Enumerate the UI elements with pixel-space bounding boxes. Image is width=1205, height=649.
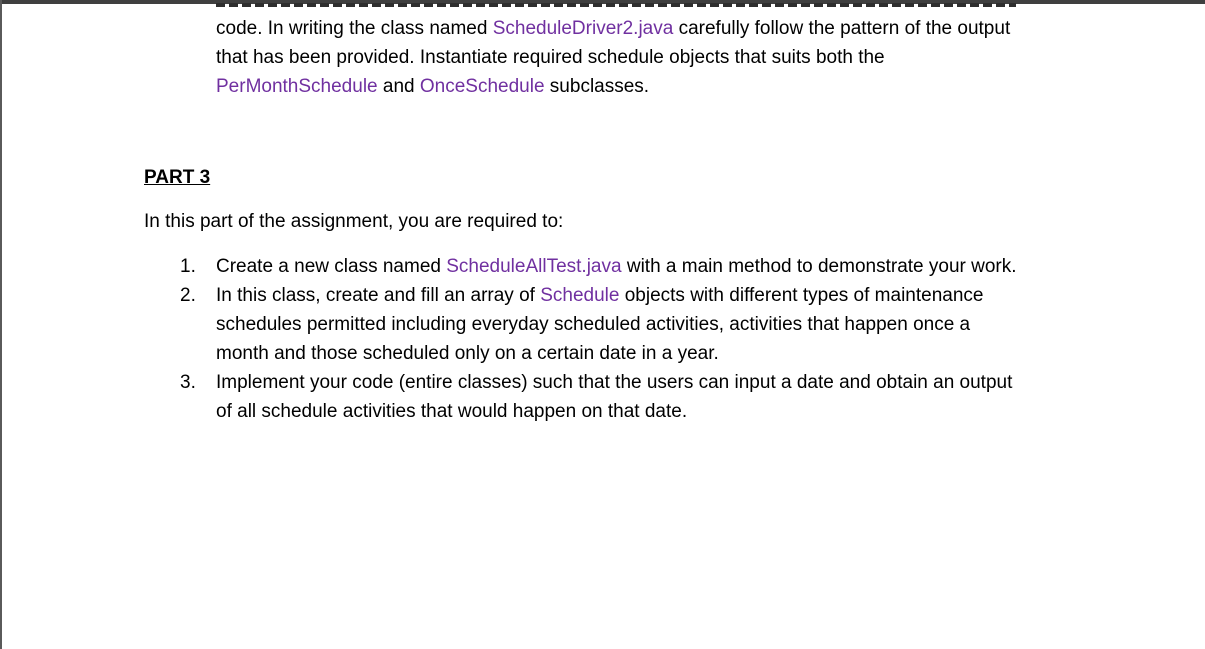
cropped-text-line (216, 3, 1016, 7)
class-name-highlight: OnceSchedule (419, 76, 545, 97)
class-name-highlight: ScheduleAllTest.java (446, 256, 622, 277)
intro-line-1: code. In writing the class named ScheduleDriver2.java carefully follow the pattern of the output (216, 18, 1011, 39)
section-intro: In this part of the assignment, you are required to: (144, 211, 564, 232)
class-name-highlight: Schedule (540, 285, 620, 306)
list-number: 1. (180, 256, 196, 277)
class-name-highlight: ScheduleDriver2.java (492, 18, 674, 39)
list-number: 3. (180, 372, 196, 393)
list-number: 2. (180, 285, 196, 306)
list-item: 1. Create a new class named ScheduleAllTest.java with a main method to demonstrate your work. (180, 252, 1017, 281)
list-item: 3. Implement your code (entire classes) such that the users can input a date and obtain an output of all schedule activities that would happen on that date. (180, 368, 1017, 426)
section-heading: PART 3 (144, 167, 211, 188)
intro-paragraph (216, 14, 1010, 101)
class-name-highlight: PerMonthSchedule (216, 76, 378, 97)
list-item: 2. In this class, create and fill an array of Schedule objects with different types of maintenance schedules permitted including everyday scheduled activities, activities that happen once a month and those scheduled only on a certain date in a year. (180, 281, 1017, 368)
requirements-list (180, 252, 1017, 426)
intro-line-3: PerMonthSchedule and OnceSchedule subclasses. (216, 76, 650, 97)
left-border (0, 0, 2, 649)
intro-line-2: that has been provided. Instantiate required schedule objects that suits both the (216, 47, 885, 68)
